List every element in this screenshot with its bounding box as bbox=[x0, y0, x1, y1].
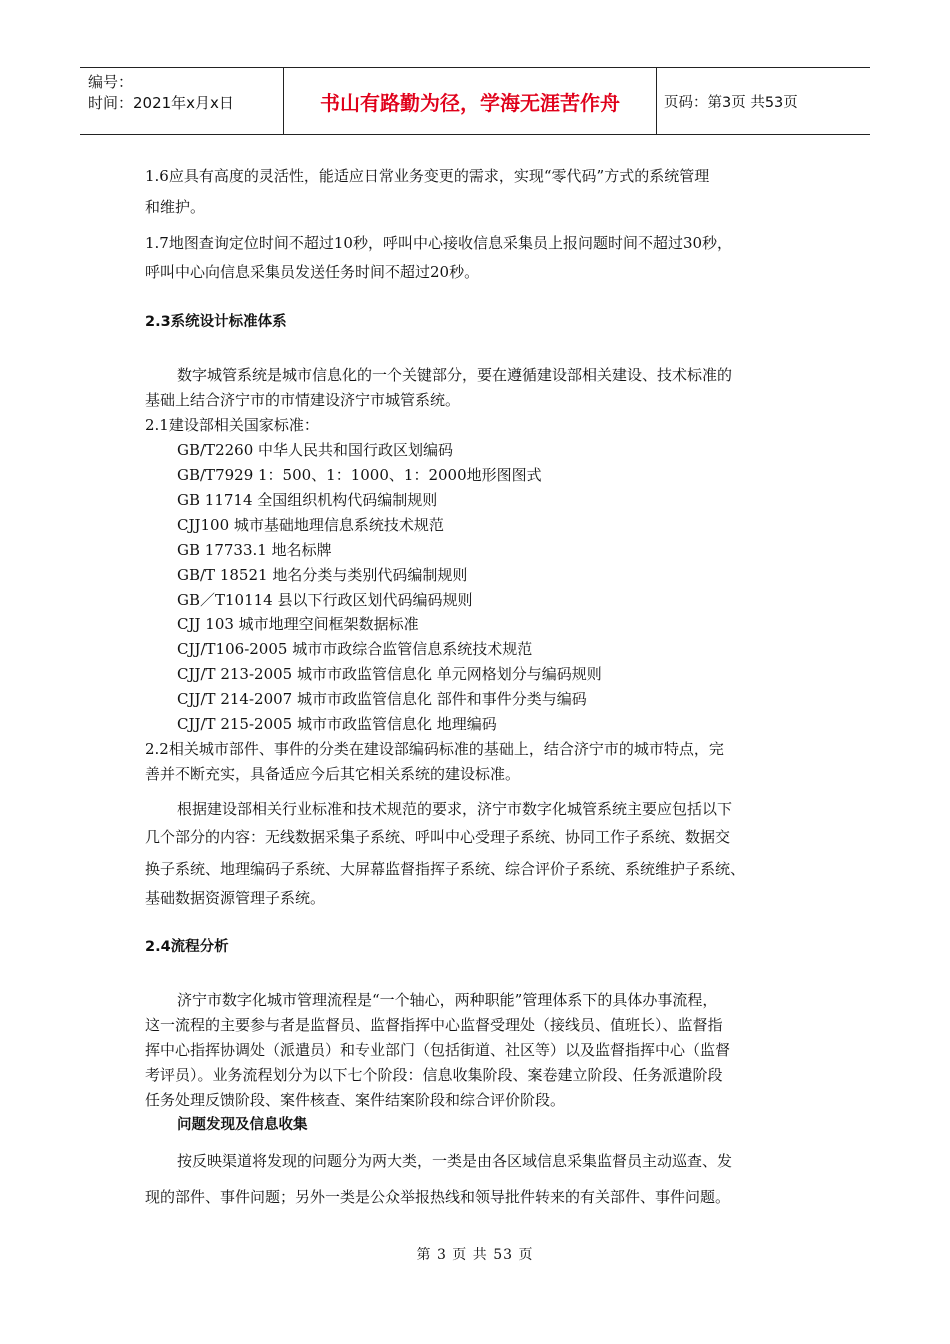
standard-item: CJJ/T 215-2005 城市市政监管信息化 地理编码 bbox=[177, 715, 497, 733]
section-heading: 2.4流程分析 bbox=[145, 939, 229, 955]
document-number-label: 编号： bbox=[88, 73, 134, 91]
standard-item: GB/T7929 1：500、1：1000、1：2000地形图图式 bbox=[177, 466, 542, 484]
paragraph-line: 1.6应具有高度的灵活性，能适应日常业务变更的需求，实现“零代码”方式的系统管理 bbox=[145, 167, 710, 185]
paragraph-line: 任务处理反馈阶段、案件核查、案件结案阶段和综合评价阶段。 bbox=[145, 1091, 566, 1109]
header-divider bbox=[656, 68, 657, 134]
paragraph-line: 基础上结合济宁市的市情建设济宁市城管系统。 bbox=[145, 391, 461, 409]
paragraph-line: 这一流程的主要参与者是监督员、监督指挥中心监督受理处（接线员、值班长）、监督指 bbox=[145, 1016, 723, 1034]
paragraph-line: 数字城管系统是城市信息化的一个关键部分，要在遵循建设部相关建设、技术标准的 bbox=[177, 366, 733, 384]
paragraph-line: 基础数据资源管理子系统。 bbox=[145, 889, 326, 907]
page-footer: 第 3 页 共 53 页 bbox=[416, 1247, 534, 1263]
paragraph-line: 1.7地图查询定位时间不超过10秒，呼叫中心接收信息采集员上报问题时间不超过30秒， bbox=[145, 234, 733, 252]
standard-item: CJJ/T106-2005 城市市政综合监管信息系统技术规范 bbox=[177, 640, 533, 658]
standard-item: CJJ/T 213-2005 城市市政监管信息化 单元网格划分与编码规则 bbox=[177, 665, 602, 683]
paragraph-line: 根据建设部相关行业标准和技术规范的要求，济宁市数字化城管系统主要应包括以下 bbox=[177, 800, 733, 818]
paragraph-line: 呼叫中心向信息采集员发送任务时间不超过20秒。 bbox=[145, 263, 480, 281]
paragraph-line: 2.2相关城市部件、事件的分类在建设部编码标准的基础上，结合济宁市的城市特点，完 bbox=[145, 740, 724, 758]
header-motto: 书山有路勤为径，学海无涯苦作舟 bbox=[320, 90, 620, 115]
paragraph-line: 济宁市数字化城市管理流程是“一个轴心，两种职能”管理体系下的具体办事流程， bbox=[177, 991, 718, 1009]
paragraph-line: 善并不断充实，具备适应今后其它相关系统的建设标准。 bbox=[145, 765, 521, 783]
standard-item: GB 11714 全国组织机构代码编制规则 bbox=[177, 491, 438, 509]
paragraph-line: 和维护。 bbox=[145, 198, 206, 216]
page-header bbox=[80, 67, 870, 135]
subsection-heading: 问题发现及信息收集 bbox=[177, 1117, 308, 1133]
standard-item: GB／T10114 县以下行政区划代码编码规则 bbox=[177, 591, 473, 609]
standard-item: CJJ/T 214-2007 城市市政监管信息化 部件和事件分类与编码 bbox=[177, 690, 587, 708]
standard-item: CJJ100 城市基础地理信息系统技术规范 bbox=[177, 516, 444, 534]
standard-item: GB/T2260 中华人民共和国行政区划编码 bbox=[177, 441, 454, 459]
standard-item: GB/T 18521 地名分类与类别代码编制规则 bbox=[177, 566, 468, 584]
paragraph-line: 换子系统、地理编码子系统、大屏幕监督指挥子系统、综合评价子系统、系统维护子系统、 bbox=[145, 860, 746, 878]
header-page-number: 页码：第3页 共53页 bbox=[664, 94, 798, 111]
paragraph-line: 几个部分的内容：无线数据采集子系统、呼叫中心受理子系统、协同工作子系统、数据交 bbox=[145, 828, 731, 846]
paragraph-line: 现的部件、事件问题；另外一类是公众举报热线和领导批件转来的有关部件、事件问题。 bbox=[145, 1188, 731, 1206]
document-time-label: 时间：2021年x月x日 bbox=[88, 94, 234, 112]
paragraph-line: 按反映渠道将发现的问题分为两大类，一类是由各区域信息采集监督员主动巡查、发 bbox=[177, 1152, 733, 1170]
section-heading: 2.3系统设计标准体系 bbox=[145, 314, 287, 330]
standard-item: CJJ 103 城市地理空间框架数据标准 bbox=[177, 615, 419, 633]
header-meta bbox=[88, 72, 284, 114]
paragraph-line: 挥中心指挥协调处（派遣员）和专业部门（包括街道、社区等）以及监督指挥中心（监督 bbox=[145, 1041, 731, 1059]
subsection-line: 2.1建设部相关国家标准： bbox=[145, 416, 319, 434]
paragraph-line: 考评员）。业务流程划分为以下七个阶段：信息收集阶段、案卷建立阶段、任务派遣阶段 bbox=[145, 1066, 723, 1084]
standard-item: GB 17733.1 地名标牌 bbox=[177, 541, 332, 559]
